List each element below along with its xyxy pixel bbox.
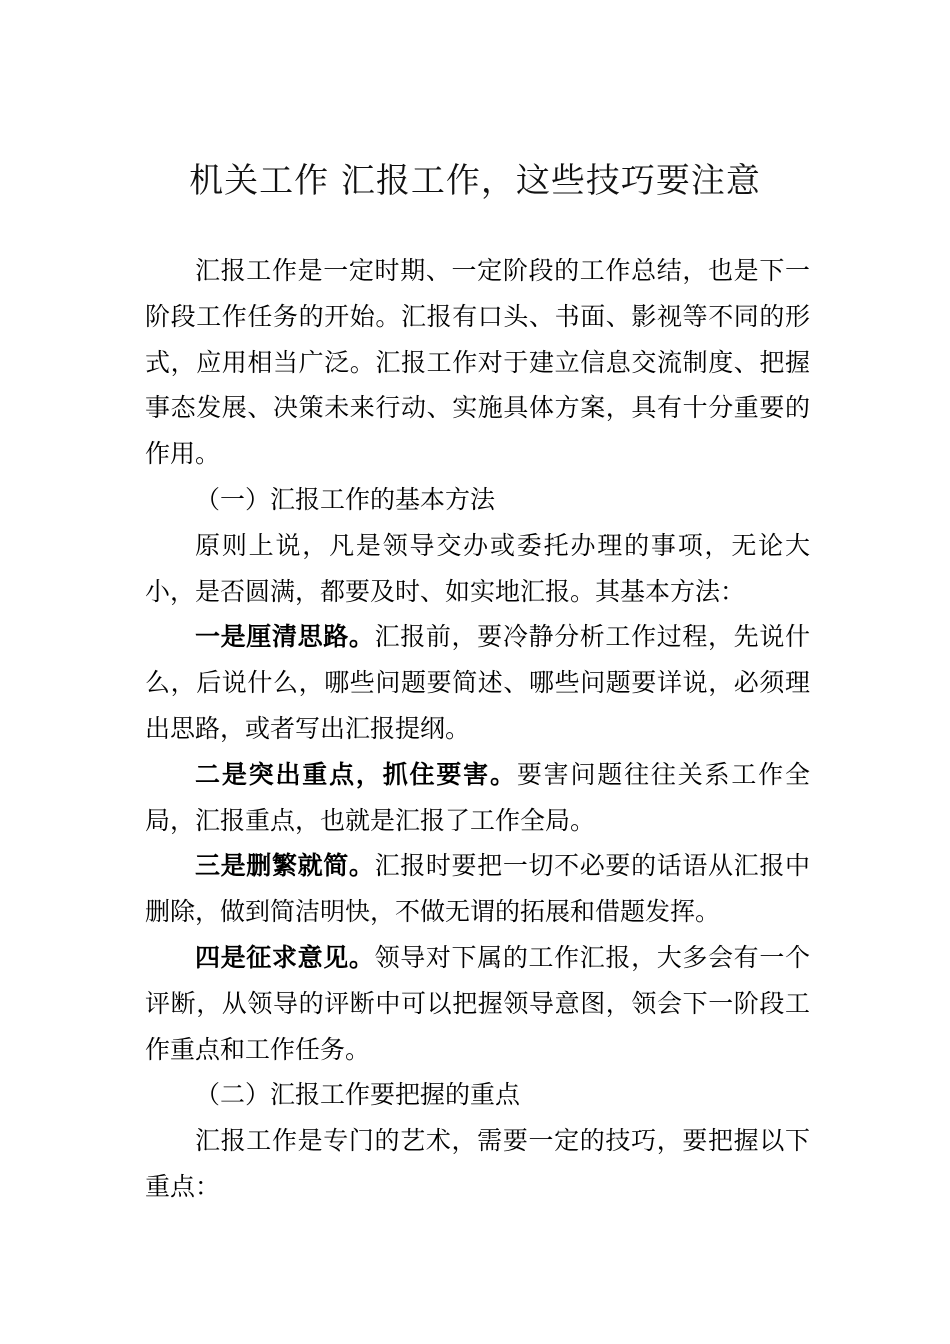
paragraph-method-1 <box>145 614 810 751</box>
document-title: 机关工作 汇报工作，这些技巧要注意 <box>189 161 761 201</box>
paragraph-text: 原则上说，凡是领导交办或委托办理的事项，无论大小，是否圆满，都要及时、如实地汇报。其基本方法： <box>145 530 810 606</box>
paragraph-lead: 二是突出重点，抓住要害。 <box>195 759 517 789</box>
paragraph-lead: 三是删繁就简。 <box>195 851 375 881</box>
paragraph-lead: 一是厘清思路。 <box>195 622 375 652</box>
paragraph-intro <box>145 248 810 477</box>
paragraph-text: 领导对下属的工作汇报，大多会有一个评断，从领导的评断中可以把握领导意图，领会下一阶段工作重点和工作任务。 <box>145 942 810 1064</box>
paragraph-text: 汇报工作是一定时期、一定阶段的工作总结，也是下一阶段工作任务的开始。汇报有口头、书面、影视等不同的形式，应用相当广泛。汇报工作对于建立信息交流制度、把握事态发展、决策未来行动、实施具体方案，具有十分重要的作用。 <box>145 256 810 469</box>
paragraph-method-3 <box>145 843 810 935</box>
paragraph-principle <box>145 523 810 615</box>
paragraph-text: 汇报时要把一切不必要的话语从汇报中删除，做到简洁明快，不做无谓的拓展和借题发挥。 <box>145 851 810 927</box>
paragraph-lead: 四是征求意见。 <box>195 942 375 972</box>
document-body <box>145 248 810 1210</box>
section-heading-1 <box>145 477 810 523</box>
section-heading-text: （二）汇报工作要把握的重点 <box>195 1080 521 1110</box>
section-heading-2 <box>145 1072 810 1118</box>
paragraph-text: 汇报前，要冷静分析工作过程，先说什么，后说什么，哪些问题要简述、哪些问题要详说，必须理出思路，或者写出汇报提纲。 <box>145 622 810 743</box>
paragraph-method-4 <box>145 935 810 1072</box>
section-heading-text: （一）汇报工作的基本方法 <box>195 484 496 514</box>
paragraph-skills <box>145 1118 810 1210</box>
paragraph-method-2 <box>145 752 810 844</box>
paragraph-text: 要害问题往往关系工作全局，汇报重点，也就是汇报了工作全局。 <box>145 759 810 835</box>
paragraph-text: 汇报工作是专门的艺术，需要一定的技巧，要把握以下重点： <box>145 1126 810 1201</box>
